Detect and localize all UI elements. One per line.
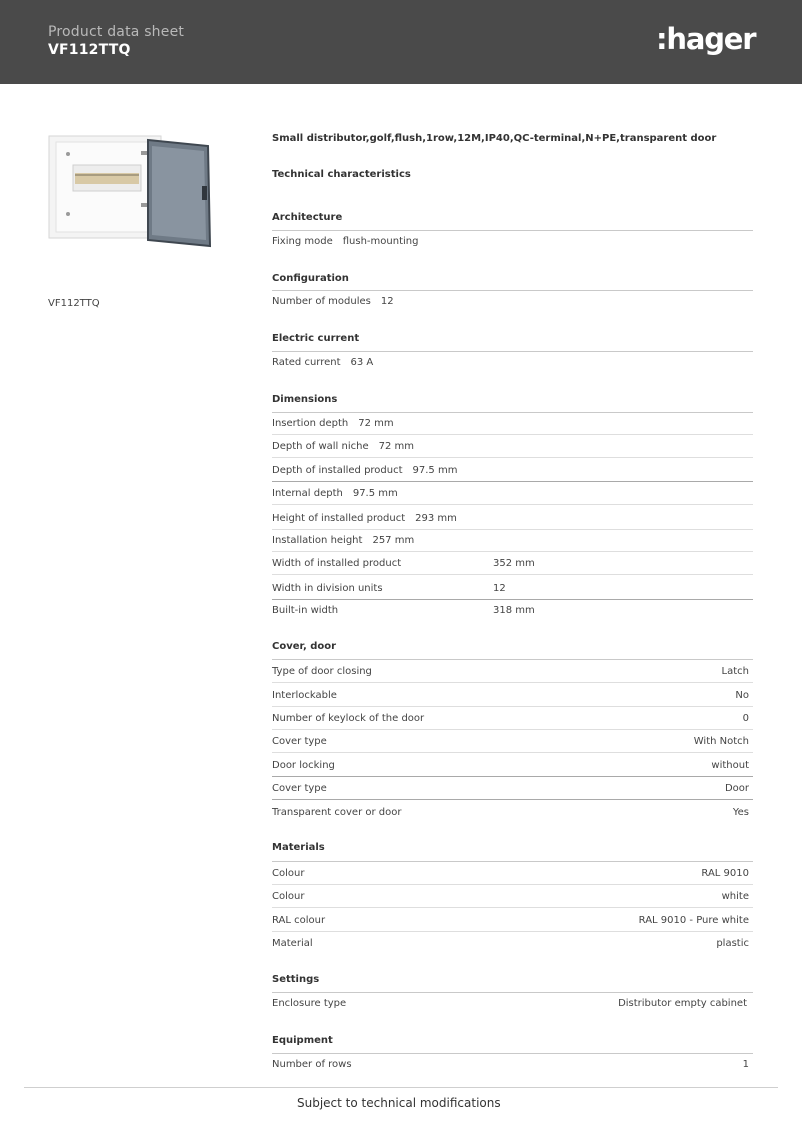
- spec-row: [272, 230, 753, 253]
- spec-label: Height of installed product: [272, 513, 406, 524]
- spec-value: plastic: [716, 938, 749, 949]
- spec-row: [272, 684, 753, 707]
- spec-label: Internal depth: [272, 488, 343, 499]
- spec-row: [272, 459, 753, 482]
- spec-value: 0: [742, 713, 749, 724]
- spec-label: Number of keylock of the door: [272, 713, 425, 724]
- spec-value: white: [721, 891, 749, 902]
- spec-label: Cover type: [272, 783, 327, 794]
- spec-label: Insertion depth: [272, 418, 349, 429]
- spec-value: RAL 9010 - Pure white: [638, 915, 749, 926]
- section-title-electric-current: Electric current: [272, 333, 360, 344]
- spec-label: Rated current: [272, 357, 341, 368]
- spec-row: [272, 992, 753, 1015]
- spec-label: Depth of installed product: [272, 465, 403, 476]
- spec-row: [272, 577, 753, 600]
- spec-label: RAL colour: [272, 915, 326, 926]
- spec-value: 97.5 mm: [412, 465, 458, 476]
- spec-row: [272, 801, 753, 824]
- section-title-configuration: Configuration: [272, 273, 349, 284]
- spec-value: 12: [380, 296, 394, 307]
- header-bar: [0, 0, 802, 84]
- spec-label: Depth of wall niche: [272, 441, 369, 452]
- spec-value: 12: [493, 583, 506, 594]
- spec-value: RAL 9010: [701, 868, 749, 879]
- spec-value: No: [735, 690, 749, 701]
- spec-value: 72 mm: [378, 441, 414, 452]
- section-title-equipment: Equipment: [272, 1035, 333, 1046]
- spec-row: [272, 754, 753, 777]
- spec-row: [272, 599, 753, 622]
- spec-value: Latch: [721, 666, 749, 677]
- spec-row: [272, 777, 753, 800]
- spec-value: 72 mm: [358, 418, 394, 429]
- spec-label: Colour: [272, 868, 305, 879]
- spec-label: Installation height: [272, 535, 363, 546]
- spec-value: 97.5 mm: [352, 488, 398, 499]
- distribution-board-image: [48, 132, 212, 252]
- product-description: Small distributor,golf,flush,1row,12M,IP40,QC-terminal,N+PE,transparent door: [272, 133, 717, 144]
- spec-value: 257 mm: [372, 535, 415, 546]
- spec-value: Yes: [732, 807, 749, 818]
- spec-label: Number of rows: [272, 1059, 352, 1070]
- spec-row: [272, 412, 753, 435]
- spec-row: [272, 660, 753, 683]
- technical-characteristics-heading: Technical characteristics: [272, 169, 411, 180]
- spec-row: [272, 909, 753, 932]
- spec-row: [272, 435, 753, 458]
- footer-note: Subject to technical modifications: [297, 1096, 501, 1110]
- spec-label: Interlockable: [272, 690, 337, 701]
- spec-label: Cover type: [272, 736, 327, 747]
- footer-divider: [24, 1087, 778, 1088]
- spec-value: 318 mm: [493, 605, 535, 616]
- spec-row: [272, 932, 753, 955]
- spec-label: Material: [272, 938, 313, 949]
- spec-label: Door locking: [272, 760, 335, 771]
- spec-label: Fixing mode: [272, 236, 333, 247]
- spec-value: without: [711, 760, 749, 771]
- spec-value: 352 mm: [493, 558, 535, 569]
- section-title-materials: Materials: [272, 842, 325, 853]
- spec-row: [272, 351, 753, 374]
- spec-row: [272, 707, 753, 730]
- spec-row: [272, 290, 753, 313]
- spec-label: Width in division units: [272, 583, 383, 594]
- spec-label: Colour: [272, 891, 305, 902]
- spec-row: [272, 885, 753, 908]
- spec-value: With Notch: [693, 736, 749, 747]
- logo-text: hager: [666, 22, 756, 56]
- spec-value: 293 mm: [415, 513, 457, 524]
- product-code: VF112TTQ: [48, 298, 100, 309]
- spec-row: [272, 552, 753, 575]
- spec-row: [272, 507, 753, 530]
- spec-label: Type of door closing: [272, 666, 372, 677]
- spec-value: 63 A: [350, 357, 374, 368]
- spec-row: [272, 730, 753, 753]
- spec-value: Distributor empty cabinet: [618, 998, 747, 1009]
- header-title: VF112TTQ: [48, 42, 131, 58]
- section-title-architecture: Architecture: [272, 212, 343, 223]
- spec-row: [272, 862, 753, 885]
- spec-row: [272, 1053, 753, 1076]
- spec-label: Enclosure type: [272, 998, 347, 1009]
- spec-label: Number of modules: [272, 296, 371, 307]
- hager-logo: :hager: [656, 22, 756, 56]
- section-title-settings: Settings: [272, 974, 320, 985]
- spec-label: Width of installed product: [272, 558, 402, 569]
- spec-value: flush-mounting: [342, 236, 419, 247]
- spec-value: 1: [742, 1059, 749, 1070]
- section-title-cover-door: Cover, door: [272, 641, 337, 652]
- spec-row: [272, 529, 753, 552]
- spec-label: Built-in width: [272, 605, 339, 616]
- section-title-dimensions: Dimensions: [272, 394, 338, 405]
- header-subtitle: Product data sheet: [48, 24, 185, 40]
- spec-value: Door: [724, 783, 749, 794]
- spec-label: Transparent cover or door: [272, 807, 402, 818]
- spec-row: [272, 482, 753, 505]
